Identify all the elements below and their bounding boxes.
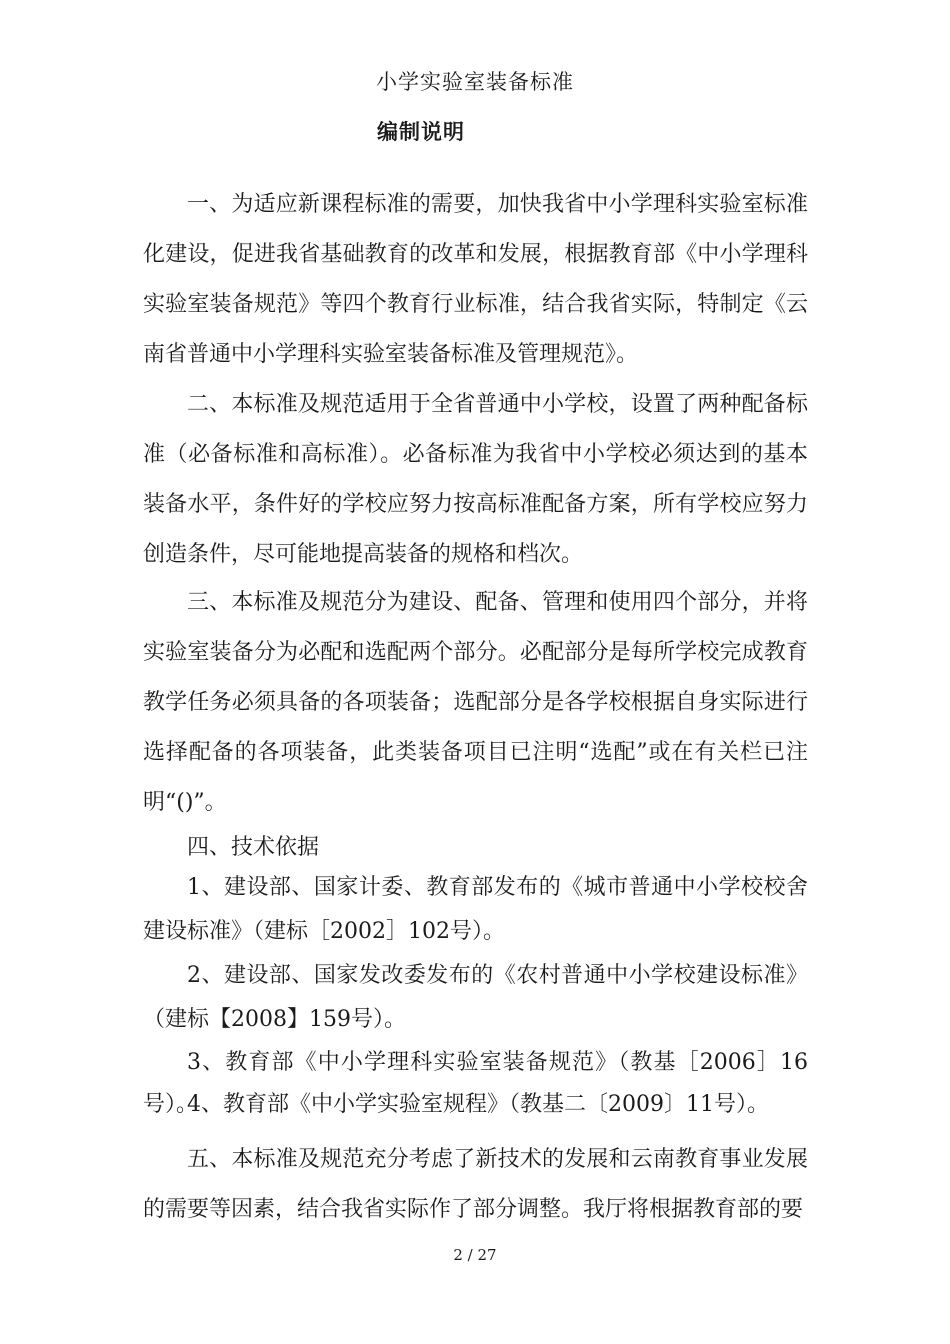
- paragraph-4-item-4: 4、教育部《中小学实验室规程》（教基二〔2009〕11号）。: [187, 1092, 769, 1117]
- page-number: 2 / 27: [453, 1246, 497, 1264]
- paragraph-1: 一、为适应新课程标准的需要，加快我省中小学理科实验室标准化建设，促进我省基础教育的改革和发展，根据教育部《中小学理科实验室装备规范》等四个教育行业标准，结合我省实际，特制定《云南省普通中小学理科实验室装备标准及管理规范》。: [143, 192, 808, 367]
- paragraph-4-heading: 四、技术依据: [187, 835, 320, 860]
- paragraph-4-item-1: 1、建设部、国家计委、教育部发布的《城市普通中小学校校舍建设标准》（建标［2002］102号）。: [143, 875, 808, 944]
- section-title: 编制说明: [377, 120, 465, 144]
- paragraph-4-item-3: 3、教育部《中小学理科实验室装备规范》（教基［2006］16号）。: [143, 1050, 808, 1117]
- paragraph-3: 三、本标准及规范分为建设、配备、管理和使用四个部分，并将实验室装备分为必配和选配两个部分。必配部分是每所学校完成教育教学任务必须具备的各项装备；选配部分是各学校根据自身实际进行选择配备的各项装备，此类装备项目已注明“选配”或在有关栏已注明“()”。: [143, 590, 808, 815]
- paragraph-4-item-2: 2、建设部、国家发改委发布的《农村普通中小学校建设标准》（建标【2008】159号）。: [143, 963, 808, 1032]
- document-title: 小学实验室装备标准: [376, 70, 574, 94]
- paragraph-5: 五、本标准及规范充分考虑了新技术的发展和云南教育事业发展的需要等因素，结合我省实际作了部分调整。我厅将根据教育部的要: [143, 1147, 808, 1222]
- paragraph-2: 二、本标准及规范适用于全省普通中小学校，设置了两种配备标准（必备标准和高标准）。必备标准为我省中小学校必须达到的基本装备水平，条件好的学校应努力按高标准配备方案，所有学校应努力创造条件，尽可能地提高装备的规格和档次。: [143, 392, 808, 567]
